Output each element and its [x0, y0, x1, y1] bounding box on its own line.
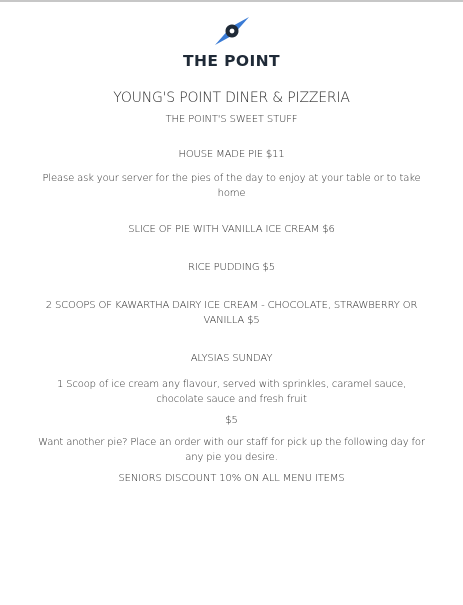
- ice-cream-item: 2 SCOOPS OF KAWARTHA DAIRY ICE CREAM - CHOCOLATE, STRAWBERRY OR VANILLA $5: [45, 300, 418, 326]
- seniors-discount: SENIORS DISCOUNT 10% ON ALL MENU ITEMS: [118, 473, 345, 484]
- sundae-item: ALYSIAS SUNDAY: [190, 353, 273, 364]
- dessert-menu: [0, 88, 463, 486]
- house-pie-item: HOUSE MADE PIE $11: [178, 149, 285, 160]
- rice-pudding-item: RICE PUDDING $5: [188, 262, 275, 273]
- restaurant-title: YOUNG'S POINT DINER & PIZZERIA: [113, 90, 350, 106]
- slice-pie-item: SLICE OF PIE WITH VANILLA ICE CREAM $6: [128, 224, 335, 235]
- house-pie-note: Please ask your server for the pies of the day to enjoy at your table or to take home: [42, 173, 421, 199]
- menu-subtitle: THE POINT'S SWEET STUFF: [165, 114, 298, 125]
- sundae-price: $5: [225, 415, 238, 426]
- compass-logo-icon: [212, 14, 252, 48]
- logo: [0, 14, 463, 76]
- sundae-description: 1 Scoop of ice cream any flavour, served with sprinkles, caramel sauce, chocolate sauce and fresh fruit: [56, 379, 407, 405]
- brand-wordmark: THE POINT: [183, 52, 280, 70]
- top-rule: [0, 0, 463, 2]
- order-note: Want another pie? Place an order with our staff for pick up the following day for any pie you desire.: [38, 437, 425, 463]
